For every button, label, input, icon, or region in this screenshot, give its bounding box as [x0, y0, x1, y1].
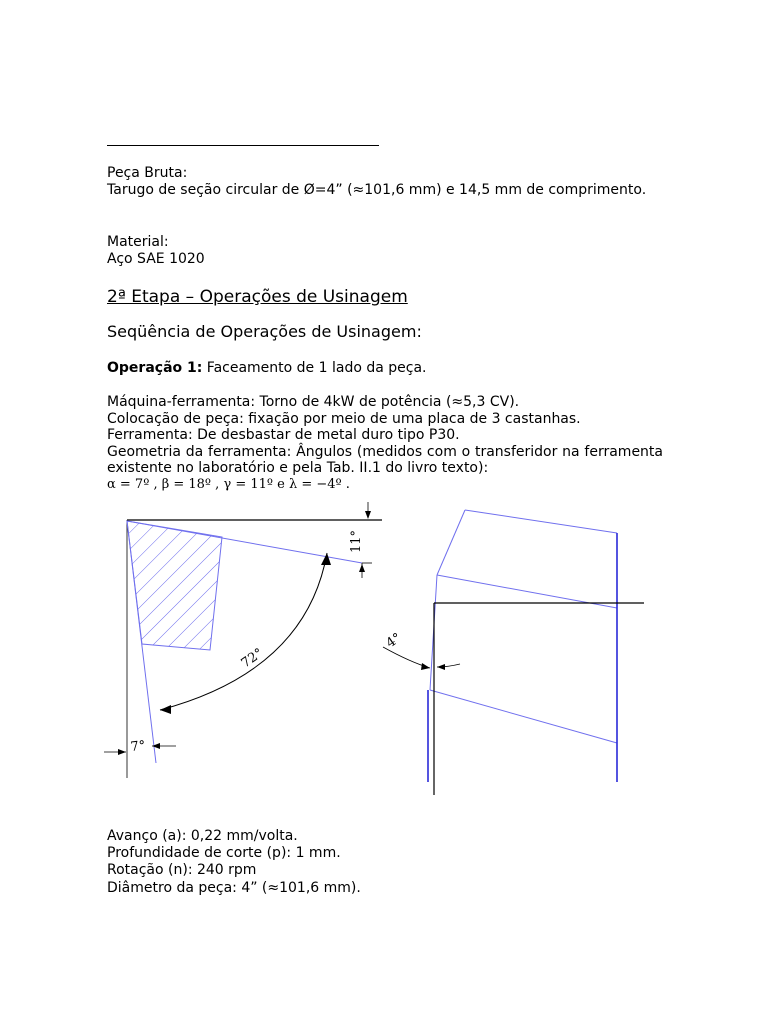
operation-desc: Faceamento de 1 lado da peça. [202, 360, 427, 376]
subheading: Seqüência de Operações de Usinagem: [107, 322, 422, 341]
spec-ferramenta: Ferramenta: De desbastar de metal duro tipo P30. [107, 427, 460, 443]
operation-label: Operação 1: [107, 360, 203, 376]
peca-bruta-label: Peça Bruta: [107, 165, 188, 181]
spec-geometria: Geometria da ferramenta: Ângulos (medidos com o transferidor na ferramenta existente no laboratório e pela Tab. II.1 do livro texto): [107, 443, 663, 476]
tool-angle-drawing [95, 500, 395, 790]
inclination-drawing [375, 500, 650, 800]
operation-line [107, 360, 663, 377]
section-heading: 2ª Etapa – Operações de Usinagem [107, 287, 408, 307]
rake-angle-label: 11° [349, 529, 364, 553]
material-label: Material: [107, 234, 169, 250]
spec-angles: α = 7º , β = 18º , γ = 11º e λ = −4º . [107, 476, 350, 492]
param-profundidade: Profundidade de corte (p): 1 mm. [107, 845, 341, 862]
param-avanco: Avanço (a): 0,22 mm/volta. [107, 828, 298, 844]
clearance-angle-label: 7° [129, 738, 147, 755]
wedge-angle-label: 72° [238, 645, 267, 672]
top-rule [107, 145, 379, 146]
param-rotacao: Rotação (n): 240 rpm [107, 862, 257, 879]
material-value: Aço SAE 1020 [107, 251, 205, 267]
spec-colocacao: Colocação de peça: fixação por meio de uma placa de 3 castanhas. [107, 410, 581, 427]
peca-bruta-block [107, 165, 663, 199]
material-block [107, 234, 663, 268]
peca-bruta-desc: Tarugo de seção circular de Ø=4” (≈101,6 mm) e 14,5 mm de comprimento. [107, 182, 647, 198]
param-diametro: Diâmetro da peça: 4” (≈101,6 mm). [107, 879, 361, 896]
inclination-angle-label: 4° [383, 630, 405, 652]
params-block [107, 828, 663, 897]
specs-block [107, 394, 663, 493]
spec-maquina: Máquina-ferramenta: Torno de 4kW de potência (≈5,3 CV). [107, 394, 520, 410]
